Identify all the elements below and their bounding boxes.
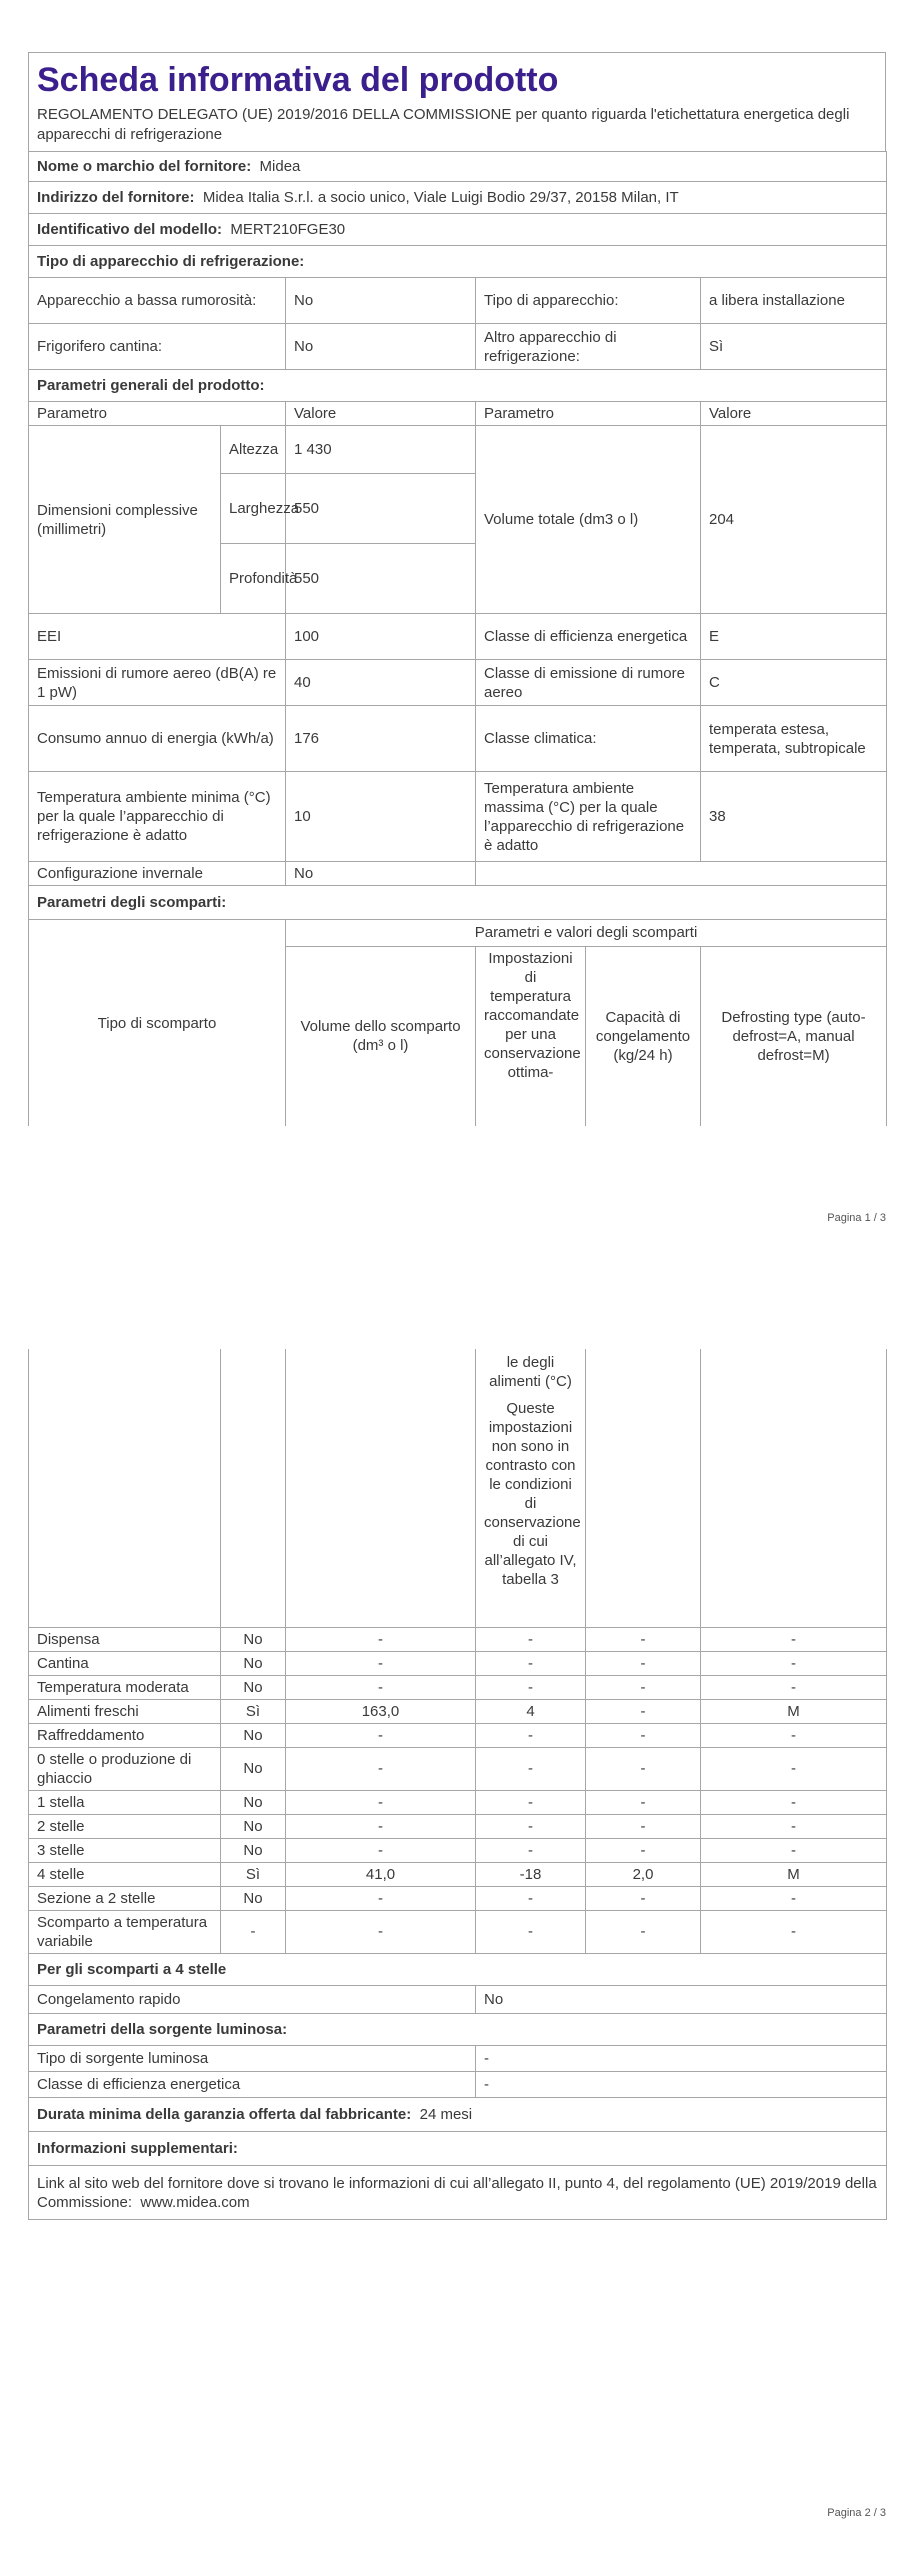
compartment-header-table-p1 [28,920,887,1126]
four-star-heading: Per gli scomparti a 4 stelle [29,1954,887,1986]
warranty-row: Durata minima della garanzia offerta dal fabbricante: 24 mesi [29,2098,887,2132]
temp-setting-header-cont: le degli alimenti (°C) Queste impostazioni non sono in contrasto con le condizioni di conservazione di cui all’allegato IV, tabella 3 [476,1349,586,1627]
energy-consumption-value: 176 [286,706,476,772]
min-ambient-temp-value: 10 [286,772,476,862]
page-title: Scheda informativa del prodotto [37,61,559,99]
other-appliance-value: Sì [701,324,887,370]
compartment-name: Sezione a 2 stelle [29,1886,221,1910]
compartment-temp: - [476,1790,586,1814]
light-source-heading: Parametri della sorgente luminosa: [29,2014,887,2046]
compartment-temp: - [476,1886,586,1910]
compartment-freeze: - [586,1627,701,1651]
height-value: 1 430 [286,426,476,474]
compartment-present: No [221,1747,286,1790]
compartment-temp: - [476,1675,586,1699]
total-volume-value: 204 [701,426,887,614]
compartment-rows [29,1627,887,1953]
compartment-defrost: M [701,1862,887,1886]
compartment-freeze: - [586,1675,701,1699]
compartment-freeze: - [586,1838,701,1862]
height-label: Altezza [221,426,286,474]
compartment-name: Raffreddamento [29,1723,221,1747]
supplier-name-row: Nome o marchio del fornitore: Midea [29,152,887,182]
noise-emission-label: Emissioni di rumore aereo (dB(A) re 1 pW) [29,660,286,706]
compartment-present: No [221,1790,286,1814]
light-source-type-label: Tipo di sorgente luminosa [29,2046,476,2072]
low-noise-label: Apparecchio a bassa rumorosità: [29,278,286,324]
compartment-freeze: - [586,1910,701,1953]
winter-setting-value: No [286,862,476,886]
document-header [28,52,886,151]
compartment-present: - [221,1910,286,1953]
energy-consumption-label: Consumo annuo di energia (kWh/a) [29,706,286,772]
appliance-type-heading: Tipo di apparecchio di refrigerazione: [29,246,887,278]
compartment-defrost: - [701,1651,887,1675]
compartment-freeze: - [586,1747,701,1790]
other-appliance-label: Altro apparecchio di refrigerazione: [476,324,701,370]
design-type-value: a libera installazione [701,278,887,324]
compartment-present: No [221,1838,286,1862]
noise-class-label: Classe di emissione di rumore aereo [476,660,701,706]
compartment-name: Dispensa [29,1627,221,1651]
efficiency-class-label: Classe di efficienza energetica [476,614,701,660]
compartment-name: Temperatura moderata [29,1675,221,1699]
compartment-row [29,1747,887,1790]
light-source-class-value: - [476,2072,887,2098]
compartment-name: Scomparto a temperatura variabile [29,1910,221,1953]
compartment-row [29,1910,887,1953]
compartment-defrost: - [701,1838,887,1862]
supplier-website-link[interactable]: www.midea.com [140,2193,250,2211]
compartment-defrost: - [701,1886,887,1910]
compartment-temp: - [476,1723,586,1747]
col-header-param-2: Parametro [476,402,701,426]
product-info-table [28,151,887,920]
dimensions-label: Dimensioni complessive (millimetri) [29,426,221,614]
model-identifier-row: Identificativo del modello: MERT210FGE30 [29,214,887,246]
eei-label: EEI [29,614,286,660]
temp-setting-header: Impostazioni di temperatura raccomandate per una conservazione ottima- [476,946,586,1126]
volume-header: Volume dello scomparto (dm³ o l) [286,946,476,1126]
compartment-present: No [221,1723,286,1747]
temp-setting-note: Queste impostazioni non sono in contrasto con le condizioni di conservazione di cui all’allegato IV, tabella 3 [484,1400,581,1588]
additional-info-text: Link al sito web del fornitore dove si trovano le informazioni di cui all’allegato II, punto 4, del regolamento (UE) 2019/2019 della Commissione: www.midea.com [29,2166,887,2220]
compartment-temp: - [476,1651,586,1675]
compartment-volume: - [286,1651,476,1675]
compartment-volume: - [286,1723,476,1747]
compartment-volume: - [286,1627,476,1651]
depth-value: 550 [286,544,476,614]
compartment-defrost: - [701,1814,887,1838]
compartment-group-header: Parametri e valori degli scomparti [286,920,887,946]
compartment-defrost: - [701,1723,887,1747]
compartment-row [29,1723,887,1747]
compartment-present: No [221,1627,286,1651]
compartment-temp: -18 [476,1862,586,1886]
design-type-label: Tipo di apparecchio: [476,278,701,324]
col-header-value: Valore [286,402,476,426]
compartment-row [29,1675,887,1699]
col-header-value-2: Valore [701,402,887,426]
compartment-defrost: M [701,1699,887,1723]
winter-setting-label: Configurazione invernale [29,862,286,886]
max-ambient-temp-value: 38 [701,772,887,862]
compartment-name: 4 stelle [29,1862,221,1886]
compartment-present: Sì [221,1862,286,1886]
compartment-row [29,1862,887,1886]
compartment-table [28,1349,887,1954]
col-header-param: Parametro [29,402,286,426]
compartment-freeze: - [586,1699,701,1723]
compartment-temp: - [476,1814,586,1838]
additional-info-heading: Informazioni supplementari: [29,2132,887,2166]
compartment-name: 2 stelle [29,1814,221,1838]
wine-cooler-value: No [286,324,476,370]
compartment-name: 1 stella [29,1790,221,1814]
compartment-present: No [221,1675,286,1699]
compartment-temp: - [476,1838,586,1862]
compartment-defrost: - [701,1910,887,1953]
max-ambient-temp-label: Temperatura ambiente massima (°C) per la quale l’apparecchio di refrigerazione è adatto [476,772,701,862]
compartment-type-header: Tipo di scomparto [29,920,286,1126]
compartment-row [29,1651,887,1675]
defrost-type-header: Defrosting type (auto-defrost=A, manual defrost=M) [701,946,887,1126]
compartment-params-heading: Parametri degli scomparti: [29,886,887,920]
depth-label: Profondità [221,544,286,614]
compartment-name: 0 stelle o produzione di ghiaccio [29,1747,221,1790]
supplier-address-row: Indirizzo del fornitore: Midea Italia S.r.l. a socio unico, Viale Luigi Bodio 29/37, 20158 Milan, IT [29,182,887,214]
page-number-1: Pagina 1 / 3 [827,1212,886,1224]
compartment-volume: - [286,1886,476,1910]
compartment-volume: - [286,1790,476,1814]
compartment-defrost: - [701,1747,887,1790]
compartment-volume: - [286,1675,476,1699]
compartment-volume: - [286,1838,476,1862]
wine-cooler-label: Frigorifero cantina: [29,324,286,370]
compartment-row [29,1814,887,1838]
compartment-volume: - [286,1814,476,1838]
fast-freeze-value: No [476,1986,887,2014]
regulation-subtitle: REGOLAMENTO DELEGATO (UE) 2019/2016 DELLA COMMISSIONE per quanto riguarda l'etichettatura energetica degli apparecchi di refrigerazione [37,106,850,143]
compartment-present: Sì [221,1699,286,1723]
additional-info-table [28,1954,887,2221]
compartment-freeze: - [586,1651,701,1675]
climate-class-value: temperata estesa, temperata, subtropicale [701,706,887,772]
fast-freeze-label: Congelamento rapido [29,1986,476,2014]
general-params-heading: Parametri generali del prodotto: [29,370,887,402]
compartment-freeze: 2,0 [586,1862,701,1886]
compartment-volume: - [286,1747,476,1790]
min-ambient-temp-label: Temperatura ambiente minima (°C) per la quale l’apparecchio di refrigerazione è adatto [29,772,286,862]
compartment-temp: - [476,1747,586,1790]
compartment-freeze: - [586,1723,701,1747]
compartment-row [29,1838,887,1862]
noise-class-value: C [701,660,887,706]
compartment-present: No [221,1886,286,1910]
compartment-present: No [221,1814,286,1838]
compartment-freeze: - [586,1886,701,1910]
width-value: 550 [286,474,476,544]
page-2 [28,1349,886,2220]
compartment-volume: - [286,1910,476,1953]
freeze-capacity-header: Capacità di congelamento (kg/24 h) [586,946,701,1126]
compartment-name: Alimenti freschi [29,1699,221,1723]
compartment-defrost: - [701,1675,887,1699]
compartment-row [29,1699,887,1723]
compartment-freeze: - [586,1814,701,1838]
compartment-freeze: - [586,1790,701,1814]
compartment-defrost: - [701,1790,887,1814]
page-number-2: Pagina 2 / 3 [827,2507,886,2519]
compartment-temp: - [476,1627,586,1651]
compartment-present: No [221,1651,286,1675]
compartment-temp: - [476,1910,586,1953]
compartment-row [29,1886,887,1910]
compartment-name: Cantina [29,1651,221,1675]
compartment-name: 3 stelle [29,1838,221,1862]
light-source-type-value: - [476,2046,887,2072]
eei-value: 100 [286,614,476,660]
efficiency-class-value: E [701,614,887,660]
width-label: Larghezza [221,474,286,544]
page-1 [28,52,886,1126]
compartment-defrost: - [701,1627,887,1651]
climate-class-label: Classe climatica: [476,706,701,772]
low-noise-value: No [286,278,476,324]
total-volume-label: Volume totale (dm3 o l) [476,426,701,614]
compartment-volume: 41,0 [286,1862,476,1886]
noise-emission-value: 40 [286,660,476,706]
light-source-class-label: Classe di efficienza energetica [29,2072,476,2098]
compartment-row [29,1627,887,1651]
compartment-row [29,1790,887,1814]
compartment-temp: 4 [476,1699,586,1723]
compartment-volume: 163,0 [286,1699,476,1723]
